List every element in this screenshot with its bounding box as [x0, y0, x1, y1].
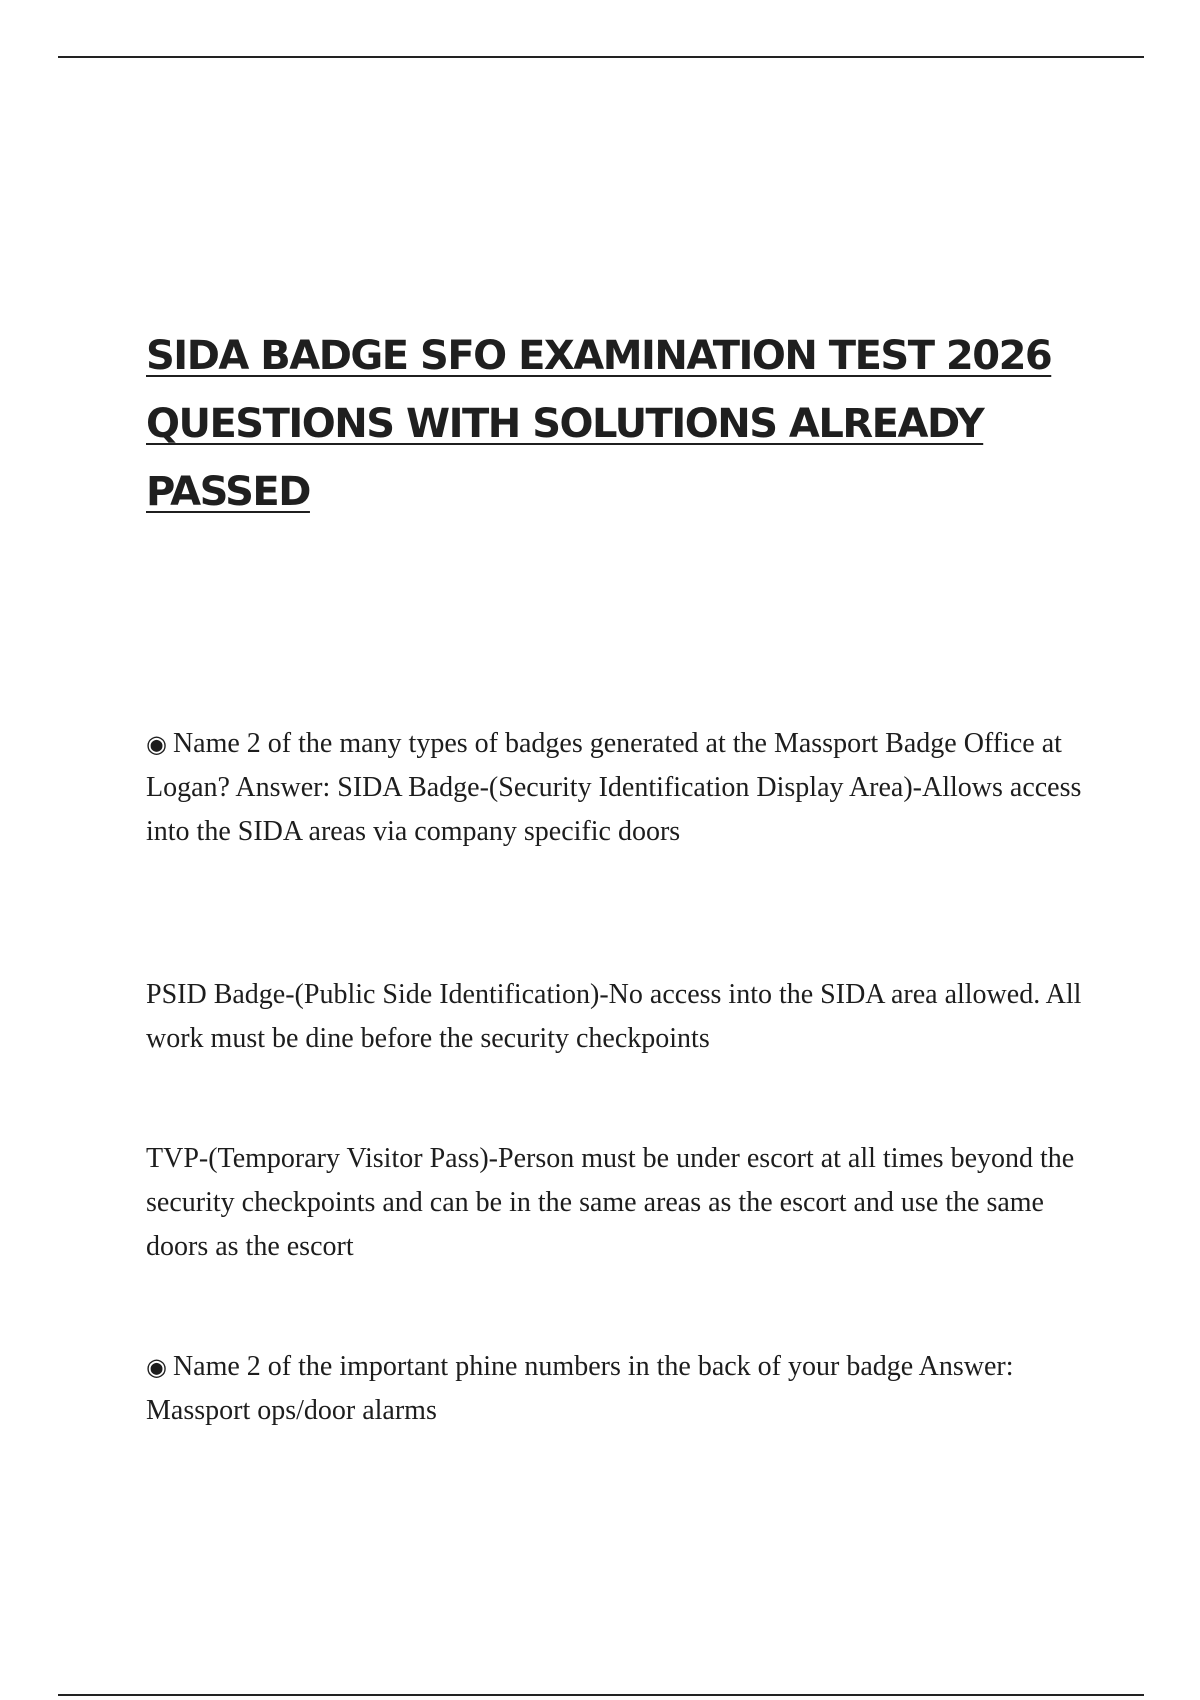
- answer-text: TVP-(Temporary Visitor Pass)-Person must be under escort at all times beyond the security checkpoints and can be in the same areas as the escort and use the same doors as the escort: [146, 1143, 1075, 1262]
- title-line: QUESTIONS WITH SOLUTIONS ALREADY: [146, 401, 984, 447]
- document-title: [146, 322, 1086, 526]
- question-paragraph: [146, 722, 1106, 854]
- header-rule: [58, 56, 1144, 58]
- answer-paragraph: [146, 973, 1106, 1061]
- title-line: SIDA BADGE SFO EXAMINATION TEST 2026: [146, 333, 1052, 379]
- question-paragraph: [146, 1345, 1106, 1433]
- question-text: Name 2 of the important phine numbers in the back of your badge Answer: Massport ops/door alarms: [146, 1351, 1014, 1426]
- answer-paragraph: [146, 1137, 1106, 1269]
- title-line: PASSED: [146, 469, 310, 515]
- question-text: Name 2 of the many types of badges generated at the Massport Badge Office at Logan? Answer: SIDA Badge-(Security Identification Display Area)-Allows access into the SIDA areas via company specific doors: [146, 728, 1082, 847]
- footer-rule: [58, 1694, 1144, 1696]
- radio-bullet-icon: ◉: [146, 1353, 167, 1381]
- radio-bullet-icon: ◉: [146, 730, 167, 758]
- answer-text: PSID Badge-(Public Side Identification)-No access into the SIDA area allowed. All work must be dine before the security checkpoints: [146, 979, 1082, 1054]
